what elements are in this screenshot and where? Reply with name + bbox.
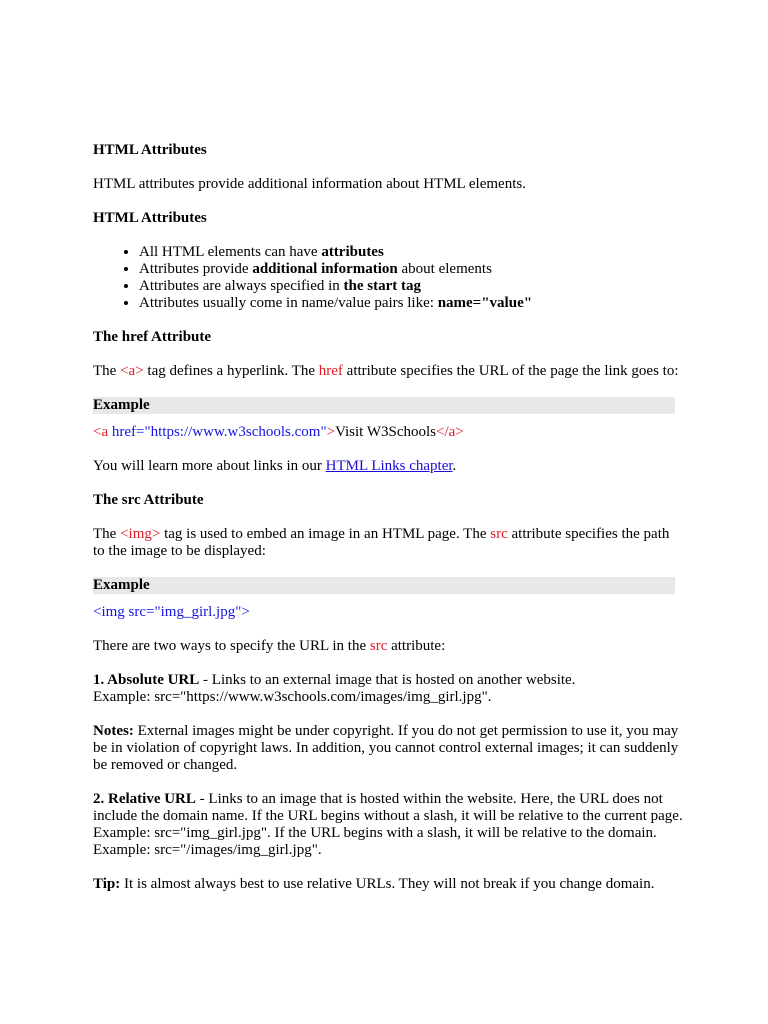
document-page: [93, 142, 683, 893]
section-heading-attributes: HTML Attributes: [93, 210, 207, 226]
links-note: You will learn more about links in our HTML Links chapter.: [93, 458, 457, 474]
html-links-chapter-link[interactable]: HTML Links chapter: [325, 458, 453, 474]
notes-paragraph: Notes: External images might be under copyright. If you do not get permission to use it, you may be in violation of copyright laws. In addition, you cannot control external images; it can suddenly be removed or changed.: [93, 723, 679, 773]
page-title: HTML Attributes: [93, 142, 207, 158]
code-example-src: <img src="img_girl.jpg">: [93, 604, 250, 620]
list-item: • Attributes usually come in name/value pairs like: name="value": [139, 295, 683, 312]
list-item: • Attributes are always specified in the start tag: [139, 278, 683, 295]
tag-name: <img>: [120, 526, 161, 542]
url-ways-paragraph: There are two ways to specify the URL in the src attribute:: [93, 638, 446, 654]
src-description: The <img> tag is used to embed an image in an HTML page. The src attribute specifies the path to the image to be displayed:: [93, 526, 670, 559]
section-heading-href: The href Attribute: [93, 329, 212, 345]
attribute-name: src: [490, 526, 508, 542]
example-heading: Example: [93, 577, 675, 594]
intro-paragraph: HTML attributes provide additional information about HTML elements.: [93, 176, 526, 192]
absolute-url-paragraph: 1. Absolute URL - Links to an external image that is hosted on another website. Example: src="https://www.w3schools.com/images/img_girl.jpg".: [93, 672, 576, 705]
code-example-href: <a href="https://www.w3schools.com">Visit W3Schools</a>: [93, 424, 464, 440]
attribute-name: href: [318, 363, 343, 379]
relative-url-paragraph: 2. Relative URL - Links to an image that is hosted within the website. Here, the URL does not include the domain name. If the URL begins without a slash, it will be relative to the current page. Example: src="img_girl.jpg". If the URL begins with a slash, it will be relative to the domain. Example: src="/images/img_girl.jpg".: [93, 791, 683, 858]
list-item: • Attributes provide additional information about elements: [139, 261, 683, 278]
list-item: • All HTML elements can have attributes: [139, 244, 683, 261]
attributes-list: [93, 244, 683, 312]
example-heading: Example: [93, 397, 675, 414]
section-heading-src: The src Attribute: [93, 492, 204, 508]
tip-paragraph: Tip: It is almost always best to use relative URLs. They will not break if you change domain.: [93, 876, 655, 892]
attribute-name: src: [369, 638, 388, 654]
href-description: The <a> tag defines a hyperlink. The href attribute specifies the URL of the page the link goes to:: [93, 363, 679, 379]
tag-name: <a>: [120, 363, 144, 379]
